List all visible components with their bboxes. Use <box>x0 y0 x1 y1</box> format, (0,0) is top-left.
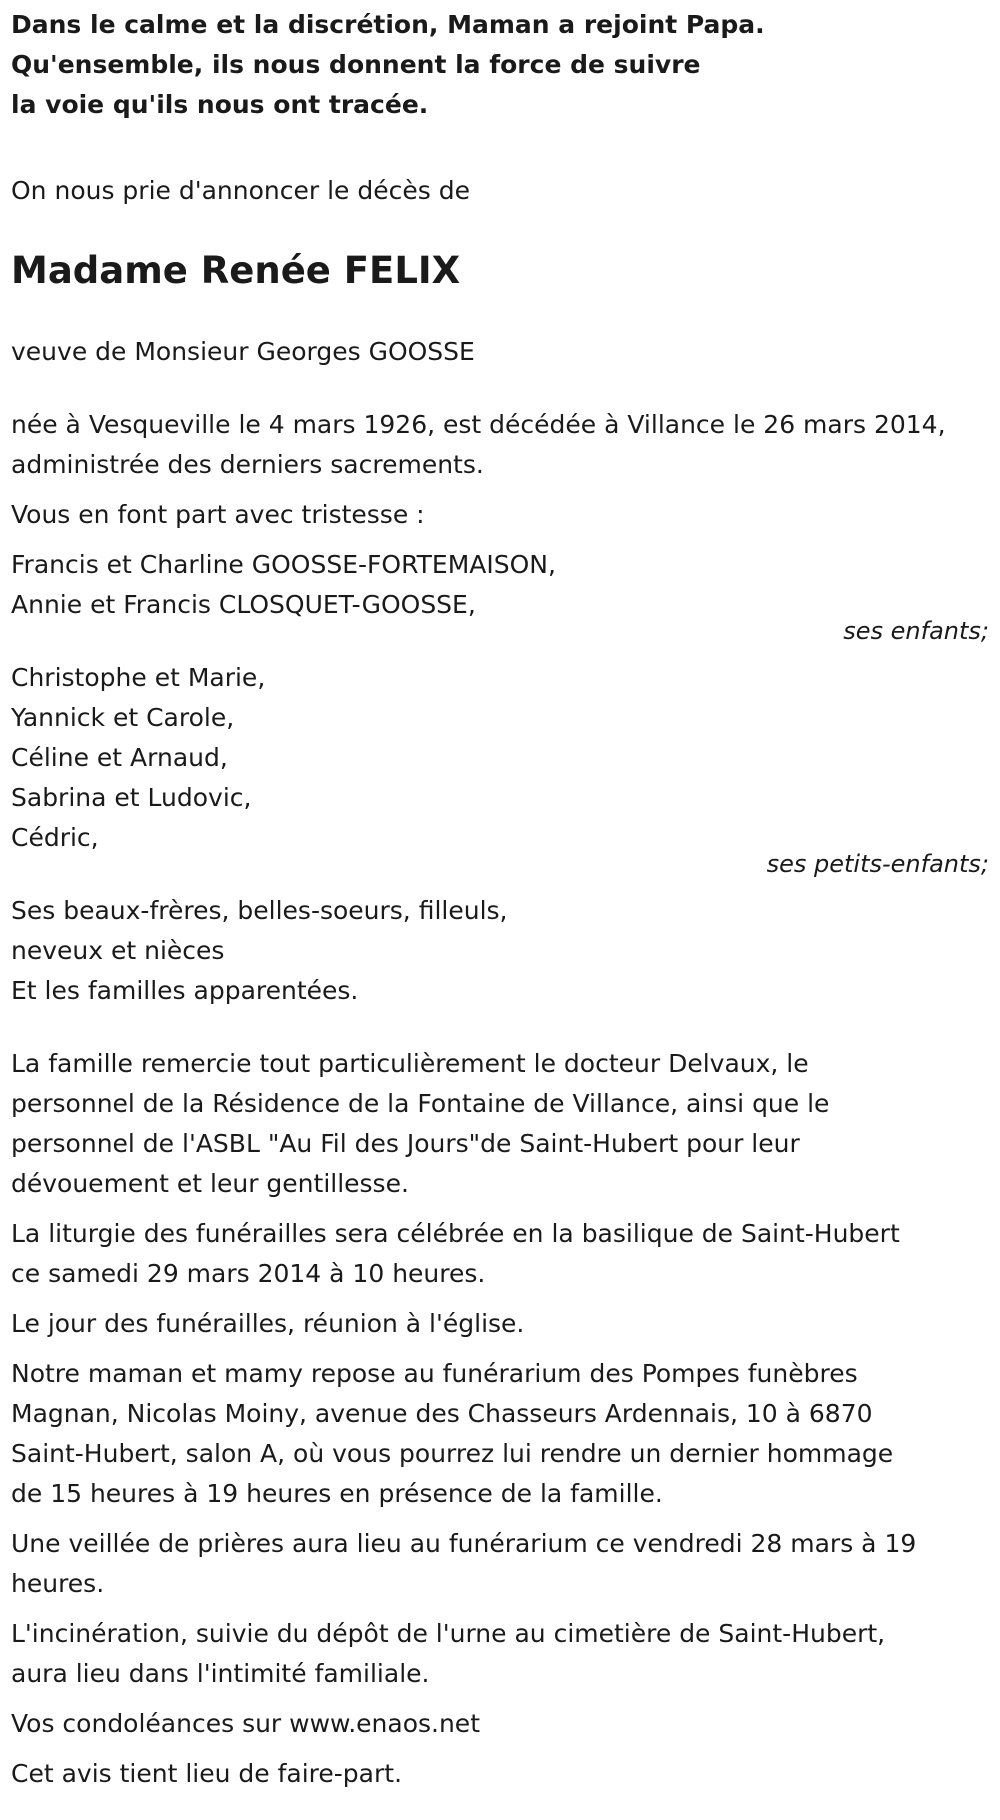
list-item: Sabrina et Ludovic, <box>11 783 252 812</box>
deceased-name: Madame Renée FELIX <box>11 249 461 292</box>
paragraph-line: ce samedi 29 mars 2014 à 10 heures. <box>11 1259 486 1288</box>
verse-line: Qu'ensemble, ils nous donnent la force de suivre <box>11 50 701 79</box>
paragraph-line: dévouement et leur gentillesse. <box>11 1169 409 1198</box>
list-item: Christophe et Marie, <box>11 663 266 692</box>
announce-text: Vous en font part avec tristesse : <box>11 500 425 529</box>
list-item: Yannick et Carole, <box>11 703 235 732</box>
opening-verse <box>11 0 989 125</box>
announcement-intro <box>11 171 989 211</box>
paragraph-line: L'incinération, suivie du dépôt de l'urne au cimetière de Saint-Hubert, <box>11 1619 886 1648</box>
cremation-paragraph <box>11 1614 989 1694</box>
paragraph-line: personnel de la Résidence de la Fontaine de Villance, ainsi que le <box>11 1089 830 1118</box>
children-role: ses enfants; <box>843 617 989 645</box>
list-item: neveux et nièces <box>11 936 225 965</box>
paragraph-line: Saint-Hubert, salon A, où vous pourrez lui rendre un dernier hommage <box>11 1439 894 1468</box>
paragraph-line: Une veillée de prières aura lieu au funérarium ce vendredi 28 mars à 19 <box>11 1529 917 1558</box>
paragraph-line: administrée des derniers sacrements. <box>11 450 484 479</box>
paragraph-line: heures. <box>11 1569 105 1598</box>
liturgy-paragraph <box>11 1214 989 1294</box>
children-list <box>11 545 989 651</box>
list-item: Et les familles apparentées. <box>11 976 359 1005</box>
relatives-list <box>11 891 989 1011</box>
birth-death-paragraph <box>11 405 989 485</box>
paragraph-line: aura lieu dans l'intimité familiale. <box>11 1659 430 1688</box>
grandchildren-list <box>11 658 989 884</box>
paragraph-line: Magnan, Nicolas Moiny, avenue des Chasseurs Ardennais, 10 à 6870 <box>11 1399 873 1428</box>
paragraph-line: Le jour des funérailles, réunion à l'église. <box>11 1309 525 1338</box>
list-item: Francis et Charline GOOSSE-FORTEMAISON, <box>11 550 556 579</box>
funeral-home-paragraph <box>11 1354 989 1514</box>
list-item: Annie et Francis CLOSQUET-GOOSSE, <box>11 590 476 619</box>
list-item: Ses beaux-frères, belles-soeurs, filleuls, <box>11 896 508 925</box>
paragraph-line: La famille remercie tout particulièrement le docteur Delvaux, le <box>11 1049 809 1078</box>
verse-line: la voie qu'ils nous ont tracée. <box>11 90 429 119</box>
condolences-paragraph <box>11 1704 989 1744</box>
meeting-paragraph <box>11 1304 989 1344</box>
paragraph-line: née à Vesqueville le 4 mars 1926, est décédée à Villance le 26 mars 2014, <box>11 410 946 439</box>
list-item: Céline et Arnaud, <box>11 743 228 772</box>
widow-of <box>11 332 989 372</box>
announce-paragraph <box>11 495 989 535</box>
paragraph-line: La liturgie des funérailles sera célébrée en la basilique de Saint-Hubert <box>11 1219 900 1248</box>
verse-line: Dans le calme et la discrétion, Maman a rejoint Papa. <box>11 10 765 39</box>
paragraph-line: Notre maman et mamy repose au funérarium des Pompes funèbres <box>11 1359 858 1388</box>
paragraph-line: personnel de l'ASBL "Au Fil des Jours"de Saint-Hubert pour leur <box>11 1129 800 1158</box>
list-item: Cédric, <box>11 823 99 852</box>
widow-of-text: veuve de Monsieur Georges GOOSSE <box>11 337 475 366</box>
intro-text: On nous prie d'annoncer le décès de <box>11 176 470 205</box>
paragraph-line: de 15 heures à 19 heures en présence de la famille. <box>11 1479 663 1508</box>
grandchildren-role: ses petits-enfants; <box>766 850 989 878</box>
thanks-paragraph <box>11 1044 989 1204</box>
notice-paragraph <box>11 1754 989 1794</box>
notice-text: Cet avis tient lieu de faire-part. <box>11 1759 403 1788</box>
condolences-text: Vos condoléances sur www.enaos.net <box>11 1709 480 1738</box>
vigil-paragraph <box>11 1524 989 1604</box>
